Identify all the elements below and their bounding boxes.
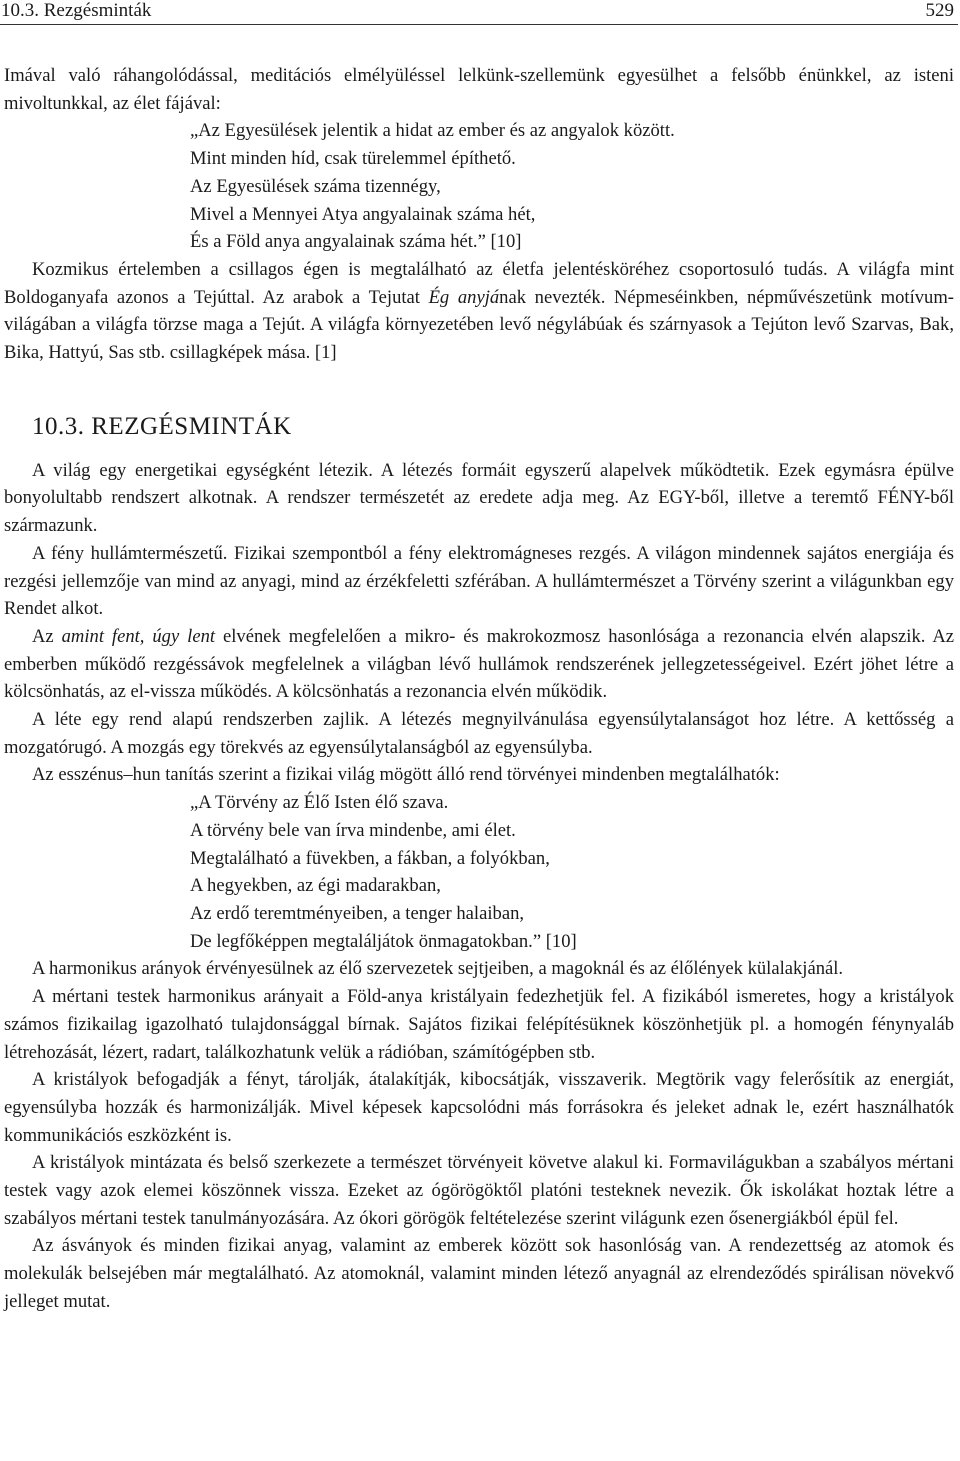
verse-line: És a Föld anya angyalainak száma hét.” [10]: [190, 231, 522, 253]
verse-line: De legfőképpen megtaláljátok önmagatokban.” [10]: [190, 930, 577, 952]
verse-line: „Az Egyesülések jelentik a hidat az ember és az angyalok között.: [190, 120, 675, 142]
body-paragraph: Az ásványok és minden fizikai anyag, valamint az emberek között sok hasonlóság van. A rendezettség az atomok és molekulák belsejében már megtalálható. Az atomoknál, valamint minden létező anyagnál az elrendeződés spirálisan növekvő jelleget mutat.: [4, 1235, 954, 1312]
page-number: 529: [925, 0, 954, 21]
verse-line: Megtalálható a füvekben, a fákban, a folyókban,: [190, 847, 550, 869]
running-header: [0, 0, 958, 25]
law-verse-quote: [190, 789, 954, 955]
text-run: nak nevezték. Népmeséinkben, népművészetünk motívum-világában a világfa törzse maga a Tejút. A világfa környezetében levő négylábúak és szárnyasok a Tejúton levő Szarvas, Bak, Bika, Hattyú, Sas stb. csillagképek mása. [1]: [4, 286, 954, 364]
section-body: [4, 457, 954, 1316]
text-run: Az: [32, 625, 62, 647]
section-heading: 10.3. REZGÉSMINTÁK: [32, 412, 292, 440]
verse-line: Az Egyesülések száma tizennégy,: [190, 175, 441, 197]
body-paragraph: A kristályok mintázata és belső szerkezete a természet törvényeit követve alakul ki. Formavilágukban a szabályos mértani testek vagy azok elemei köszönnek vissza. Ezeket az ógörögöktől platóni testeknek nevezik. Ők iskolákat hoztak létre a szabályos mértani testek tanulmányozására. Az ókori görögök feltételezése szerint világunk ezen ősenergiákból épül fel.: [4, 1152, 954, 1229]
body-paragraph: [4, 623, 954, 706]
page-body: [4, 62, 954, 1316]
verse-line: Az erdő teremtményeiben, a tenger halaiban,: [190, 902, 525, 924]
body-paragraph: Az esszénus–hun tanítás szerint a fizikai világ mögött álló rend törvényei mindenben megtalálhatók:: [32, 764, 780, 786]
italic-text-run: amint fent, úgy lent: [61, 625, 216, 647]
verse-line: Mint minden híd, csak türelemmel építhető.: [190, 148, 516, 170]
body-paragraph: A léte egy rend alapú rendszerben zajlik. A létezés megnyilvánulása egyensúlytalanságot hoz létre. A kettősség a mozgatórugó. A mozgás egy törekvés az egyensúlytalanságból az egyensúlyba.: [4, 709, 954, 758]
verse-line: „A Törvény az Élő Isten élő szava.: [190, 792, 449, 814]
text-run: elvének megfelelően a mikro- és makrokozmosz hasonlósága a rezonancia elvén alapszik. Az emberben működő rezgéssávok megfelelnek a világban lévő hullámok rendszerének jellegzetességeivel. Ezért jöhet létre a kölcsönhatás, az el-vissza működés. A kölcsönhatás a rezonancia elvén működik.: [4, 625, 955, 703]
verse-line: A törvény bele van írva mindenbe, ami élet.: [190, 819, 516, 841]
body-paragraph: A világ egy energetikai egységként létezik. A létezés formáit egyszerű alapelvek működtetik. Ezek egymásra épülve bonyolultabb rendszert alkotnak. A rendszer természetét az eredete adja meg. Az EGY-ből, illetve a teremtő FÉNY-ből származunk.: [4, 459, 954, 537]
body-paragraph: A mértani testek harmonikus arányait a Föld-anya kristályain fedezhetjük fel. A fizikából ismeretes, hogy a kristályok számos fizikailag igazolható tulajdonsággal bírnak. Sajátos fizikai felépítésüknek köszönhetjük pl. a homogén fénynyaláb létrehozását, lézert, radart, találkozhatunk velük a rádióban, számítógépben stb.: [4, 986, 954, 1063]
running-header-section-title: 10.3. Rezgésminták: [1, 0, 152, 21]
verse-line: A hegyekben, az égi madarakban,: [190, 875, 441, 897]
cosmic-tree-paragraph: [4, 256, 954, 367]
verse-line: Mivel a Mennyei Atya angyalainak száma hét,: [190, 203, 536, 225]
angel-verse-quote: [190, 117, 954, 256]
text-run: Kozmikus értelemben a csillagos égen is megtalálható az életfa jelentésköréhez csoportosuló tudás. A világfa mint Boldoganyafa azonos a Tejúttal. Az arabok a Tejutat: [4, 258, 954, 308]
body-paragraph: A kristályok befogadják a fényt, tárolják, átalakítják, kibocsátják, visszaverik. Megtörik vagy felerősítik az energiát, egyensúlyba hozzák és harmonizálják. Mivel képesek kapcsolódni más forrásokra és jeleket adnak le, ezért használhatók kommunikációs eszközként is.: [4, 1069, 954, 1146]
body-paragraph: A fény hullámtermészetű. Fizikai szempontból a fény elektromágneses rezgés. A világon mindennek sajátos energiája és rezgési jellemzője van mind az anyagi, mind az érzékfeletti szférában. A hullámtermészet a Törvény szerint a világunkban egy Rendet alkot.: [4, 542, 954, 620]
intro-paragraph: Imával való ráhangolódással, meditációs elmélyüléssel lelkünk-szellemünk egyesülhet a felsőbb énünkkel, az isteni mivoltunkkal, az élet fájával:: [4, 65, 954, 114]
italic-text-run: Ég anyjá: [428, 286, 500, 308]
body-paragraph: A harmonikus arányok érvényesülnek az élő szervezetek sejtjeiben, a magoknál és az élőlények külalakjánál.: [32, 958, 844, 980]
